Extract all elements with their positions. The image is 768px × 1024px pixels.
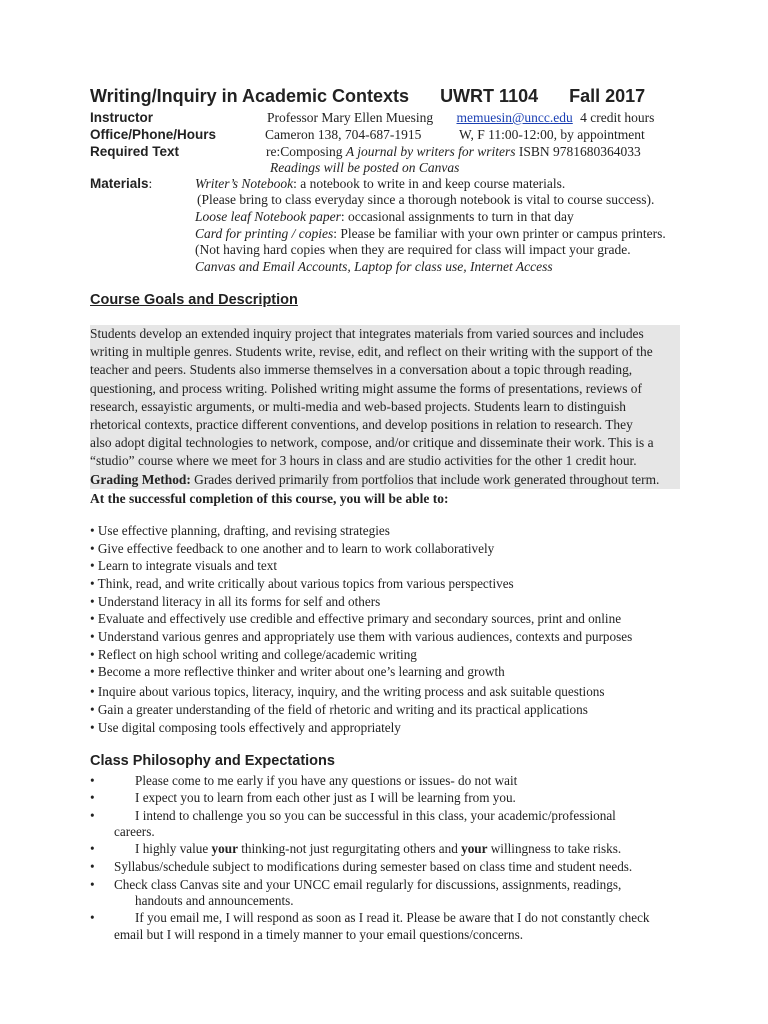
- readings-note: [270, 160, 459, 176]
- materials-item: [195, 226, 666, 242]
- list-item: • Inquire about various topics, literacy, inquiry, and the writing process and ask suitable questions: [90, 684, 605, 699]
- list-item: • Evaluate and effectively use credible and effective primary and secondary sources, print and online: [90, 611, 622, 626]
- list-item: Syllabus/schedule subject to modifications during semester based on class time and student needs.: [114, 859, 633, 874]
- list-item: • Understand various genres and appropriately use them with various audiences, contexts and purposes: [90, 629, 633, 644]
- instructor-email-link[interactable]: memuesin@uncc.edu: [456, 110, 573, 125]
- list-item: [135, 841, 621, 857]
- materials-item-italic: Card for printing / copies: [195, 226, 334, 241]
- goals-line: also adopt digital technologies to network, compose, and/or critique and disseminate their work. This is a: [90, 434, 680, 452]
- bullet: •: [90, 877, 95, 892]
- text-title: A journal by writers for writers: [345, 144, 516, 159]
- materials-item-text: (Please bring to class everyday since a thorough notebook is vital to course success).: [197, 192, 655, 207]
- list-item-text: willingness to take risks.: [487, 841, 622, 856]
- list-item: • Learn to integrate visuals and text: [90, 558, 277, 573]
- goals-heading: Course Goals and Description: [90, 292, 298, 308]
- goals-line: Students develop an extended inquiry project that integrates materials from varied sources and includes: [90, 325, 680, 343]
- text-isbn: ISBN 9781680364033: [518, 144, 641, 159]
- goals-paragraph: [90, 325, 680, 489]
- list-item-continuation: email but I will respond in a timely manner to your email questions/concerns.: [114, 927, 524, 942]
- philosophy-heading: Class Philosophy and Expectations: [90, 753, 335, 769]
- grading-text: Grades derived primarily from portfolios that include work generated throughout term.: [190, 471, 660, 487]
- list-item: • Use effective planning, drafting, and revising strategies: [90, 523, 390, 538]
- materials-item: [195, 209, 574, 225]
- materials-item: [195, 176, 565, 192]
- list-item-continuation: handouts and announcements.: [135, 893, 294, 908]
- grading-line: [90, 471, 680, 489]
- emphasis: your: [461, 841, 488, 856]
- materials-label: Materials: [90, 176, 149, 191]
- bullet: •: [90, 773, 95, 788]
- office-value: Cameron 138, 704-687-1915: [265, 127, 422, 142]
- credit-hours: 4 credit hours: [580, 110, 655, 125]
- materials-item: [195, 242, 631, 258]
- list-item: • Understand literacy in all its forms for self and others: [90, 594, 381, 609]
- materials-item-italic: Canvas and Email Accounts, Laptop for class use, Internet Access: [195, 259, 553, 274]
- goals-line: research, essayistic arguments, or multi-media and web-based projects. Students learn to distinguish: [90, 398, 680, 416]
- course-code: UWRT 1104: [440, 86, 539, 106]
- list-item: • Give effective feedback to one another and to learn to work collaboratively: [90, 541, 495, 556]
- list-item: • Use digital composing tools effectively and appropriately: [90, 720, 401, 735]
- list-item: • Reflect on high school writing and college/academic writing: [90, 647, 417, 662]
- instructor-name: Professor Mary Ellen Muesing: [267, 110, 434, 125]
- materials-colon: :: [148, 176, 153, 191]
- goals-line: teacher and peers. Students also immerse themselves in a conversation about a topic through reading,: [90, 361, 680, 379]
- instructor-row: [90, 110, 153, 126]
- materials-item-text: : occasional assignments to turn in that day: [340, 209, 574, 224]
- office-label: Office/Phone/Hours: [90, 127, 217, 142]
- materials-item-text: : a notebook to write in and keep course materials.: [293, 176, 566, 191]
- bullet: •: [90, 859, 95, 874]
- list-item: I expect you to learn from each other just as I will be learning from you.: [135, 790, 516, 805]
- goals-line: rhetorical contexts, practice different conventions, and develop positions in relation to research. They: [90, 416, 680, 434]
- bullet: •: [90, 841, 95, 856]
- goals-line: writing in multiple genres. Students write, revise, edit, and reflect on their writing with the support of the: [90, 343, 680, 361]
- list-item: • Gain a greater understanding of the field of rhetoric and writing and its practical applications: [90, 702, 588, 717]
- readings-note-text: Readings will be posted on Canvas: [270, 160, 460, 175]
- page-title: [90, 86, 645, 107]
- materials-item-text: (Not having hard copies when they are required for class will impact your grade.: [195, 242, 631, 257]
- required-text-row: [90, 144, 179, 160]
- instructor-value: [267, 110, 654, 126]
- bullet: •: [90, 808, 95, 823]
- materials-item-text: : Please be familiar with your own printer or campus printers.: [333, 226, 666, 241]
- goals-line: “studio” course where we meet for 3 hours in class and are studio activities for the other 1 credit hour.: [90, 452, 680, 470]
- materials-item: [197, 192, 654, 208]
- text-prefix: re:Composing: [266, 144, 343, 159]
- outcomes-heading: At the successful completion of this course, you will be able to:: [90, 491, 449, 506]
- list-item-continuation: careers.: [114, 824, 155, 839]
- list-item: Check class Canvas site and your UNCC email regularly for discussions, assignments, readings,: [114, 877, 622, 892]
- materials-item-italic: Writer’s Notebook: [195, 176, 294, 191]
- list-item: Please come to me early if you have any questions or issues- do not wait: [135, 773, 518, 788]
- instructor-label: Instructor: [90, 110, 154, 125]
- bullet: •: [90, 790, 95, 805]
- list-item: • Think, read, and write critically about various topics from various perspectives: [90, 576, 514, 591]
- goals-line: questioning, and process writing. Polished writing might assume the forms of presentations, reviews of: [90, 380, 680, 398]
- office-hours: W, F 11:00-12:00, by appointment: [459, 127, 645, 142]
- office-row: [90, 127, 216, 143]
- bullet: •: [90, 910, 95, 925]
- grading-label: Grading Method:: [90, 471, 191, 487]
- materials-item-italic: Loose leaf Notebook paper: [195, 209, 341, 224]
- list-item: • Become a more reflective thinker and writer about one’s learning and growth: [90, 664, 505, 679]
- course-title: Writing/Inquiry in Academic Contexts: [90, 86, 410, 106]
- required-text-value: [266, 144, 641, 160]
- list-item-text: thinking-not just regurgitating others and: [237, 841, 462, 856]
- materials-item: [195, 259, 553, 275]
- emphasis: your: [211, 841, 238, 856]
- list-item-text: I highly value: [135, 841, 212, 856]
- list-item: I intend to challenge you so you can be successful in this class, your academic/professional: [135, 808, 616, 823]
- materials-row: [90, 176, 152, 192]
- list-item: If you email me, I will respond as soon as I read it. Please be aware that I do not constantly check: [135, 910, 650, 925]
- required-text-label: Required Text: [90, 144, 180, 159]
- course-term: Fall 2017: [569, 86, 646, 106]
